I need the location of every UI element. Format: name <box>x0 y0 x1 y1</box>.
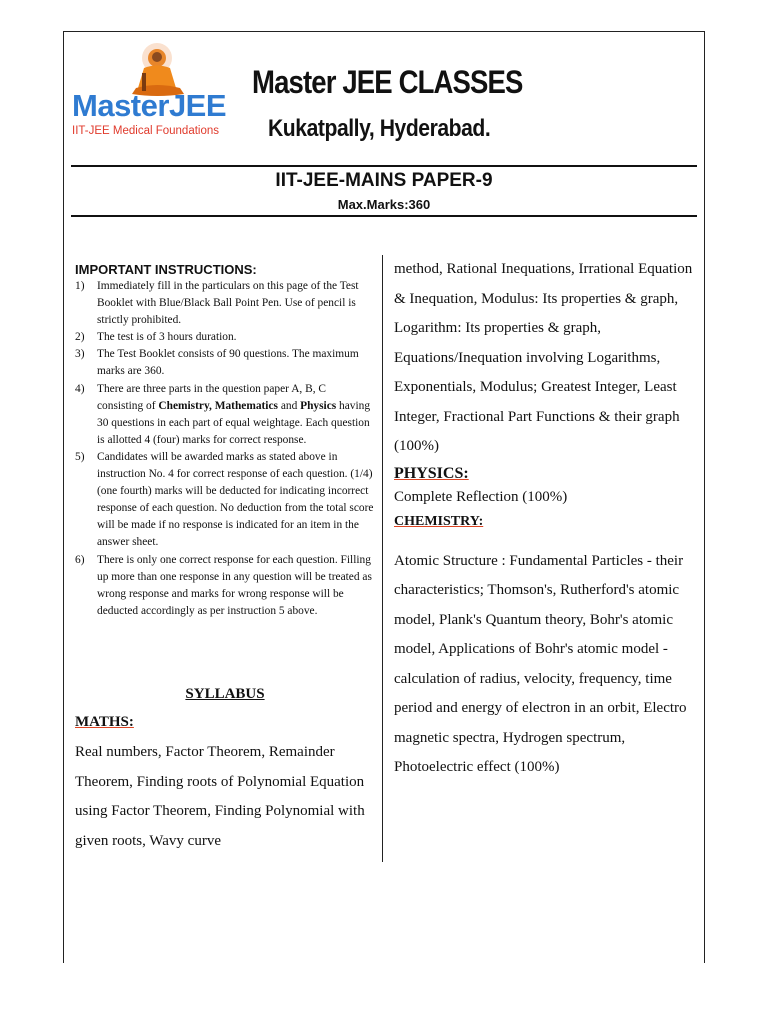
instruction-item: 6) There is only one correct response for each question. Filling up more than one response in any question will be treated as wrong response and marks for wrong response will be deducted accordingly as per instruction 5 above. <box>75 553 372 617</box>
page-border-right <box>704 31 705 963</box>
max-marks: Max.Marks:360 <box>337 197 431 212</box>
physics-syllabus-text: Complete Reflection (100%) <box>394 488 568 505</box>
chemistry-heading: CHEMISTRY: <box>394 513 484 529</box>
instruction-item: 2) The test is of 3 hours duration. <box>75 331 237 344</box>
instructions-list <box>75 278 375 620</box>
maths-heading: MATHS: <box>75 714 134 730</box>
physics-heading: PHYSICS: <box>394 464 469 482</box>
logo-tagline: IIT-JEE Medical Foundations <box>72 125 220 137</box>
instruction-item: 3) The Test Booklet consists of 90 questions. The maximum marks are 360. <box>75 348 359 378</box>
logo-wordmark: MasterJEE <box>72 88 227 123</box>
paper-title: IIT-JEE-MAINS PAPER-9 <box>275 170 493 191</box>
syllabus-right-column <box>394 255 699 783</box>
header-divider-top <box>71 165 697 167</box>
instructions-section <box>75 262 375 620</box>
chemistry-syllabus-text: Atomic Structure : Fundamental Particles - their characteristics; Thomson's, Rutherford's atomic model, Plank's Quantum theory, Bohr's atomic model, Applications of Bohr's atomic model - calculation of radius, velocity, frequency, time period and energy of electron in an orbit, Electro magnetic spectra, Hydrogen spectrum, Photoelectric effect (100%) <box>394 552 687 775</box>
column-divider <box>382 255 383 862</box>
instruction-item: 4) There are three parts in the question paper A, B, C consisting of Chemistry, Mathematics and Physics having 30 questions in each part of equal weightage. Each question is allotted 4 (four) marks for correct response. <box>75 382 371 446</box>
institute-location: Kukatpally, Hyderabad. <box>268 115 491 142</box>
instruction-item: 5) Candidates will be awarded marks as stated above in instruction No. 4 for correct response of each question. (1/4) (one fourth) marks will be deducted for indicating incorrect response of each question. No deduction from the total score will be made if no response is indicated for an item in the answer sheet. <box>75 450 374 549</box>
syllabus-heading: SYLLABUS <box>185 686 265 702</box>
page-border-left <box>63 31 64 963</box>
instructions-heading: IMPORTANT INSTRUCTIONS: <box>75 262 257 277</box>
maths-syllabus-text: Real numbers, Factor Theorem, Remainder Theorem, Finding roots of Polynomial Equation using Factor Theorem, Finding Polynomial with given roots, Wavy curve <box>75 744 365 849</box>
instruction-item: 1) Immediately fill in the particulars on this page of the Test Booklet with Blue/Black Ball Point Pen. Use of pencil is strictly prohibited. <box>75 280 359 327</box>
header-divider-bottom <box>71 215 697 217</box>
page-border-top <box>63 31 705 32</box>
maths-syllabus-continued: method, Rational Inequations, Irrational Equation & Inequation, Modulus: Its properties & graph, Logarithm: Its properties & graph, Equations/Inequation involving Logarithms, Exponentials, Modulus; Greatest Integer, Least Integer, Fractional Part Functions & their graph (100%) <box>394 261 693 454</box>
institute-name: Master JEE CLASSES <box>252 64 523 100</box>
